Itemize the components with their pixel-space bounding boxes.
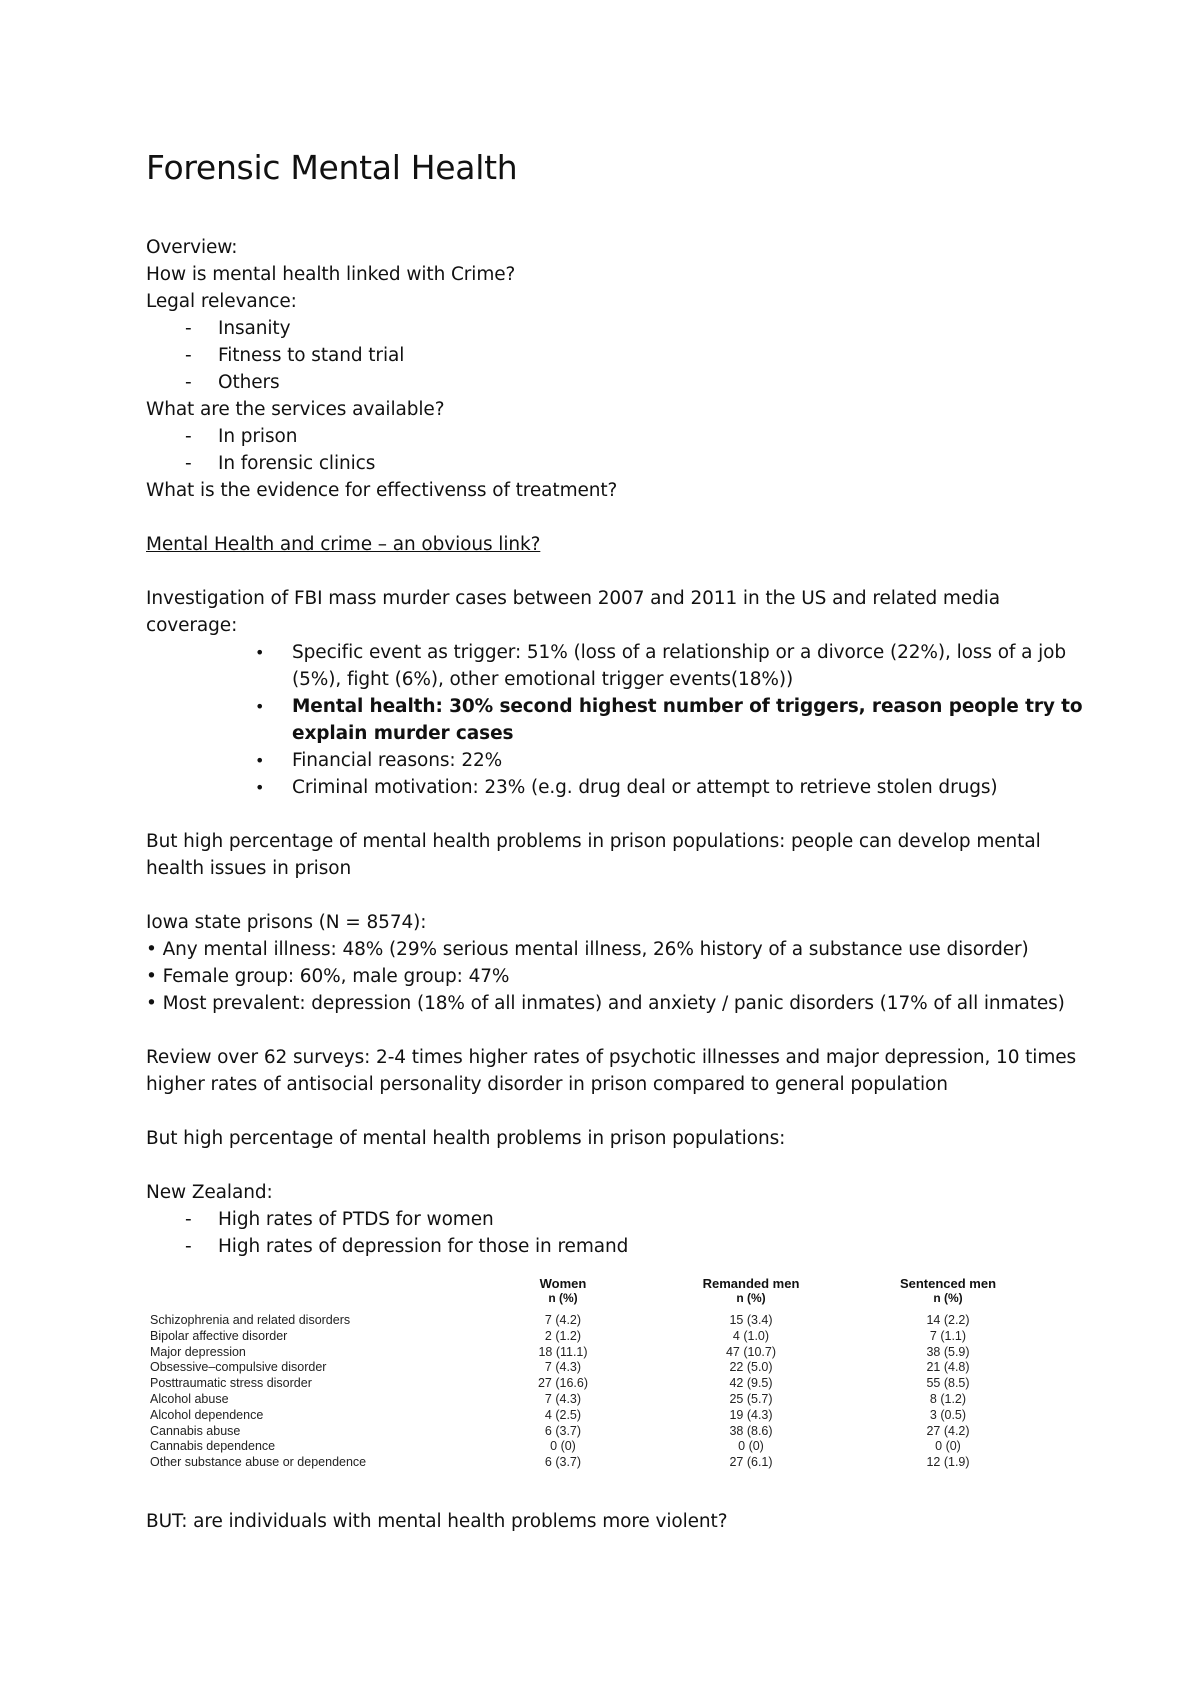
list-item: Fitness to stand trial	[218, 345, 405, 366]
nz-heading: New Zealand:	[146, 1182, 273, 1203]
table-cell: 2 (1.2)	[544, 1328, 582, 1343]
list-item: High rates of PTDS for women	[218, 1209, 494, 1230]
iowa-heading: Iowa state prisons (N = 8574):	[146, 912, 427, 933]
bullet-text: Criminal motivation: 23% (e.g. drug deal or attempt to retrieve stolen drugs)	[292, 777, 998, 798]
paragraph-line: • Female group: 60%, male group: 47%	[146, 966, 510, 987]
table-row	[148, 1360, 970, 1376]
bullet-marker: •	[255, 751, 265, 770]
column-header: Sentenced men	[899, 1276, 997, 1291]
list-item: High rates of depression for those in remand	[218, 1236, 629, 1257]
evidence-question: What is the evidence for effectivenss of treatment?	[146, 480, 618, 501]
table-cell: 0 (0)	[935, 1439, 961, 1454]
list-item: Others	[218, 372, 280, 393]
table-cell: 42 (9.5)	[729, 1376, 773, 1391]
question-link: How is mental health linked with Crime?	[146, 264, 516, 285]
paragraph-line: health issues in prison	[146, 858, 352, 879]
table-cell: 12 (1.9)	[926, 1455, 970, 1470]
dash-marker: -	[185, 1209, 192, 1230]
page-title: Forensic Mental Health	[146, 148, 518, 187]
paragraph-line: higher rates of antisocial personality disorder in prison compared to general population	[146, 1074, 948, 1095]
table-cell: 7 (4.3)	[544, 1392, 582, 1406]
table-cell: 27 (6.1)	[729, 1455, 773, 1470]
bullet-text: (5%), fight (6%), other emotional trigger events(18%))	[292, 669, 794, 690]
column-subheader: n (%)	[548, 1291, 578, 1305]
table-cell: 38 (5.9)	[926, 1344, 970, 1359]
table-cell: 4 (2.5)	[544, 1407, 582, 1422]
bullet-text-bold: Mental health: 30% second highest number of triggers, reason people try to	[292, 696, 1083, 717]
table-cell: 21 (4.8)	[926, 1360, 970, 1375]
paragraph-line: But high percentage of mental health problems in prison populations:	[146, 1128, 786, 1149]
paragraph-line: But high percentage of mental health problems in prison populations: people can develop mental	[146, 831, 1041, 852]
table-cell: 7 (1.1)	[929, 1328, 967, 1343]
bullet-text: Financial reasons: 22%	[292, 750, 503, 771]
table-cell: 0 (0)	[550, 1439, 576, 1454]
closing-question: BUT: are individuals with mental health problems more violent?	[146, 1511, 728, 1532]
table-row	[148, 1376, 970, 1392]
paragraph-line: Review over 62 surveys: 2-4 times higher rates of psychotic illnesses and major depression, 10 times	[146, 1047, 1077, 1068]
table-cell: 18 (11.1)	[538, 1344, 588, 1359]
table-cell: 27 (4.2)	[926, 1423, 970, 1438]
bullet-text: Specific event as trigger: 51% (loss of a relationship or a divorce (22%), loss of a job	[292, 642, 1067, 663]
table-row	[148, 1407, 967, 1424]
dash-marker: -	[185, 345, 192, 366]
table-cell: 3 (0.5)	[929, 1407, 967, 1422]
services-question: What are the services available?	[146, 399, 445, 420]
paragraph-line: • Most prevalent: depression (18% of all inmates) and anxiety / panic disorders (17% of all inmates)	[146, 993, 1065, 1014]
dash-marker: -	[185, 1236, 192, 1257]
row-label: Alcohol abuse	[150, 1392, 229, 1406]
table-cell: 7 (4.3)	[544, 1360, 582, 1375]
table-cell: 25 (5.7)	[729, 1392, 773, 1406]
row-label: Posttraumatic stress disorder	[150, 1376, 312, 1391]
table-cell: 8 (1.2)	[929, 1392, 967, 1406]
table-row	[148, 1328, 967, 1345]
column-header: Women	[539, 1276, 587, 1291]
table-row	[148, 1455, 970, 1471]
bullet-marker: •	[255, 697, 265, 716]
row-label: Major depression	[150, 1344, 246, 1359]
row-label: Alcohol dependence	[150, 1407, 264, 1422]
dash-marker: -	[185, 372, 192, 393]
list-item: Insanity	[218, 318, 291, 339]
column-subheader: n (%)	[933, 1291, 963, 1305]
row-label: Cannabis abuse	[150, 1423, 241, 1438]
row-label: Obsessive–compulsive disorder	[150, 1360, 327, 1375]
row-label: Bipolar affective disorder	[150, 1328, 288, 1343]
table-cell: 6 (3.7)	[544, 1423, 582, 1438]
table-cell: 47 (10.7)	[725, 1344, 777, 1359]
bullet-text-bold: explain murder cases	[292, 723, 514, 744]
bullet-marker: •	[255, 643, 265, 662]
list-item: In forensic clinics	[218, 453, 376, 474]
table-cell: 14 (2.2)	[926, 1313, 970, 1327]
section-heading: Mental Health and crime – an obvious link?	[146, 534, 541, 555]
table-row	[148, 1313, 970, 1329]
row-label: Other substance abuse or dependence	[150, 1455, 367, 1470]
table-cell: 6 (3.7)	[544, 1455, 582, 1470]
paragraph-line: Investigation of FBI mass murder cases between 2007 and 2011 in the US and related media	[146, 588, 1000, 609]
table-row	[148, 1392, 967, 1408]
table-cell: 15 (3.4)	[729, 1313, 773, 1327]
legal-relevance-heading: Legal relevance:	[146, 291, 297, 312]
paragraph-line: • Any mental illness: 48% (29% serious mental illness, 26% history of a substance use disorder)	[146, 939, 1029, 960]
table-cell: 27 (16.6)	[537, 1376, 589, 1391]
table-row	[148, 1439, 961, 1455]
table-cell: 22 (5.0)	[729, 1360, 773, 1375]
dash-marker: -	[185, 453, 192, 474]
table-row	[148, 1423, 970, 1440]
paragraph-line: coverage:	[146, 615, 238, 636]
table-row	[148, 1344, 970, 1361]
row-label: Schizophrenia and related disorders	[150, 1313, 351, 1327]
overview-heading: Overview:	[146, 237, 238, 258]
column-subheader: n (%)	[736, 1291, 766, 1305]
table-cell: 55 (8.5)	[926, 1376, 970, 1391]
column-header: Remanded men	[702, 1276, 800, 1291]
table-cell: 0 (0)	[738, 1439, 764, 1454]
table-cell: 4 (1.0)	[732, 1328, 770, 1343]
bullet-marker: •	[255, 778, 265, 797]
row-label: Cannabis dependence	[150, 1439, 276, 1454]
table-cell: 38 (8.6)	[729, 1423, 773, 1438]
dash-marker: -	[185, 318, 192, 339]
table-cell: 19 (4.3)	[729, 1407, 773, 1422]
list-item: In prison	[218, 426, 298, 447]
table-cell: 7 (4.2)	[544, 1313, 582, 1327]
dash-marker: -	[185, 426, 192, 447]
